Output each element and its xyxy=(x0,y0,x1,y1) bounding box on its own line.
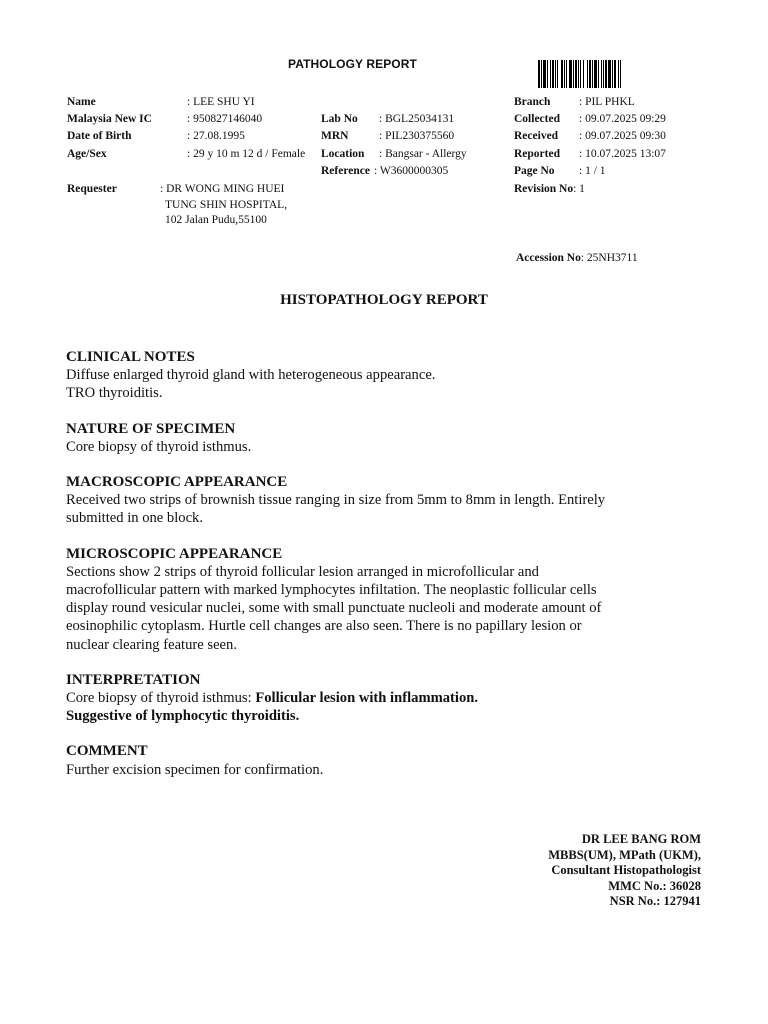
interpretation-prefix: Core biopsy of thyroid isthmus: xyxy=(66,690,256,707)
mrn-label: MRN xyxy=(321,130,349,142)
clinical-notes-line: Diffuse enlarged thyroid gland with heterogeneous appearance. xyxy=(66,367,436,384)
reported-label: Reported xyxy=(514,148,560,160)
comment-line: Further excision specimen for confirmation. xyxy=(66,761,324,778)
reference-value: : W3600000305 xyxy=(374,165,449,177)
barcode-icon xyxy=(538,60,672,88)
agesex-label: Age/Sex xyxy=(67,148,107,160)
signatory-role: Consultant Histopathologist xyxy=(551,863,701,877)
specimen-line: Core biopsy of thyroid isthmus. xyxy=(66,438,252,455)
patient-ic: : 950827146040 xyxy=(187,113,263,125)
microscopic-section xyxy=(66,545,706,654)
report-body xyxy=(66,348,706,796)
comment-section xyxy=(66,742,706,778)
macroscopic-line: submitted in one block. xyxy=(66,510,204,527)
branch-value: : PIL PHKL xyxy=(579,96,635,108)
received-label: Received xyxy=(514,130,559,142)
ic-label: Malaysia New IC xyxy=(67,113,152,125)
requester-line2: TUNG SHIN HOSPITAL, xyxy=(165,199,288,211)
clinical-notes-section xyxy=(66,348,706,403)
signatory-mmc: MMC No.: 36028 xyxy=(608,878,701,893)
microscopic-line: nuclear clearing feature seen. xyxy=(66,636,237,653)
revision-label: Revision No xyxy=(514,183,574,195)
name-label: Name xyxy=(67,96,96,108)
lab-no: : BGL25034131 xyxy=(379,113,455,125)
reported-value: : 10.07.2025 13:07 xyxy=(579,148,666,160)
branch-label: Branch xyxy=(514,96,551,108)
page-label: Page No xyxy=(514,165,555,177)
microscopic-line: macrofollicular pattern with marked lymphocytes infiltation. The neoplastic follicular cells xyxy=(66,582,597,599)
signature-block xyxy=(548,832,701,910)
microscopic-heading: MICROSCOPIC APPEARANCE xyxy=(66,545,283,562)
reference-label: Reference xyxy=(321,165,370,177)
comment-heading: COMMENT xyxy=(66,743,148,760)
interpretation-line xyxy=(66,707,706,725)
signatory-name: DR LEE BANG ROM xyxy=(581,832,701,846)
revision-row xyxy=(514,181,585,198)
clinical-notes-line: TRO thyroiditis. xyxy=(66,385,163,402)
collected-label: Collected xyxy=(514,113,560,125)
patient-name: : LEE SHU YI xyxy=(187,96,255,108)
requester-line3: 102 Jalan Pudu,55100 xyxy=(165,214,267,226)
location-value: : Bangsar - Allergy xyxy=(379,148,467,160)
macroscopic-section xyxy=(66,473,706,528)
interpretation-line xyxy=(66,689,706,707)
accession-row xyxy=(516,250,638,267)
collected-value: : 09.07.2025 09:29 xyxy=(579,113,666,125)
patient-dob: : 27.08.1995 xyxy=(187,130,245,142)
report-header: PATHOLOGY REPORT xyxy=(288,57,417,71)
interpretation-finding: Follicular lesion with inflammation. xyxy=(255,690,479,707)
received-value: : 09.07.2025 09:30 xyxy=(579,130,666,142)
requester-line1: : DR WONG MING HUEI xyxy=(160,183,285,195)
specimen-section xyxy=(66,420,706,456)
signatory-qualifications: MBBS(UM), MPath (UKM), xyxy=(548,847,701,862)
revision-value: : 1 xyxy=(573,183,585,195)
accession-value: : 25NH3711 xyxy=(580,252,638,264)
interpretation-section xyxy=(66,671,706,726)
microscopic-line: Sections show 2 strips of thyroid follicular lesion arranged in microfollicular and xyxy=(66,563,539,580)
mrn-value: : PIL230375560 xyxy=(379,130,455,142)
patient-agesex: : 29 y 10 m 12 d / Female xyxy=(187,148,306,160)
interpretation-heading: INTERPRETATION xyxy=(66,671,201,688)
location-label: Location xyxy=(321,148,365,160)
macroscopic-heading: MACROSCOPIC APPEARANCE xyxy=(66,474,288,491)
microscopic-line: display round vesicular nuclei, some with small punctuate nucleoli and moderate amount of xyxy=(66,600,602,617)
dob-label: Date of Birth xyxy=(67,130,132,142)
clinical-notes-heading: CLINICAL NOTES xyxy=(66,349,195,365)
interpretation-suggestion: Suggestive of lymphocytic thyroiditis. xyxy=(66,708,300,725)
microscopic-line: eosinophilic cytoplasm. Hurtle cell changes are also seen. There is no papillary lesion or xyxy=(66,618,582,635)
labno-label: Lab No xyxy=(321,113,358,125)
specimen-heading: NATURE OF SPECIMEN xyxy=(66,420,236,437)
page-value: : 1 / 1 xyxy=(579,165,606,177)
signatory-nsr: NSR No.: 127941 xyxy=(609,894,701,908)
requester-label: Requester xyxy=(67,183,117,195)
accession-label: Accession No xyxy=(516,252,581,264)
page-title: HISTOPATHOLOGY REPORT xyxy=(280,292,488,308)
macroscopic-line: Received two strips of brownish tissue ranging in size from 5mm to 8mm in length. Entirely xyxy=(66,492,606,509)
